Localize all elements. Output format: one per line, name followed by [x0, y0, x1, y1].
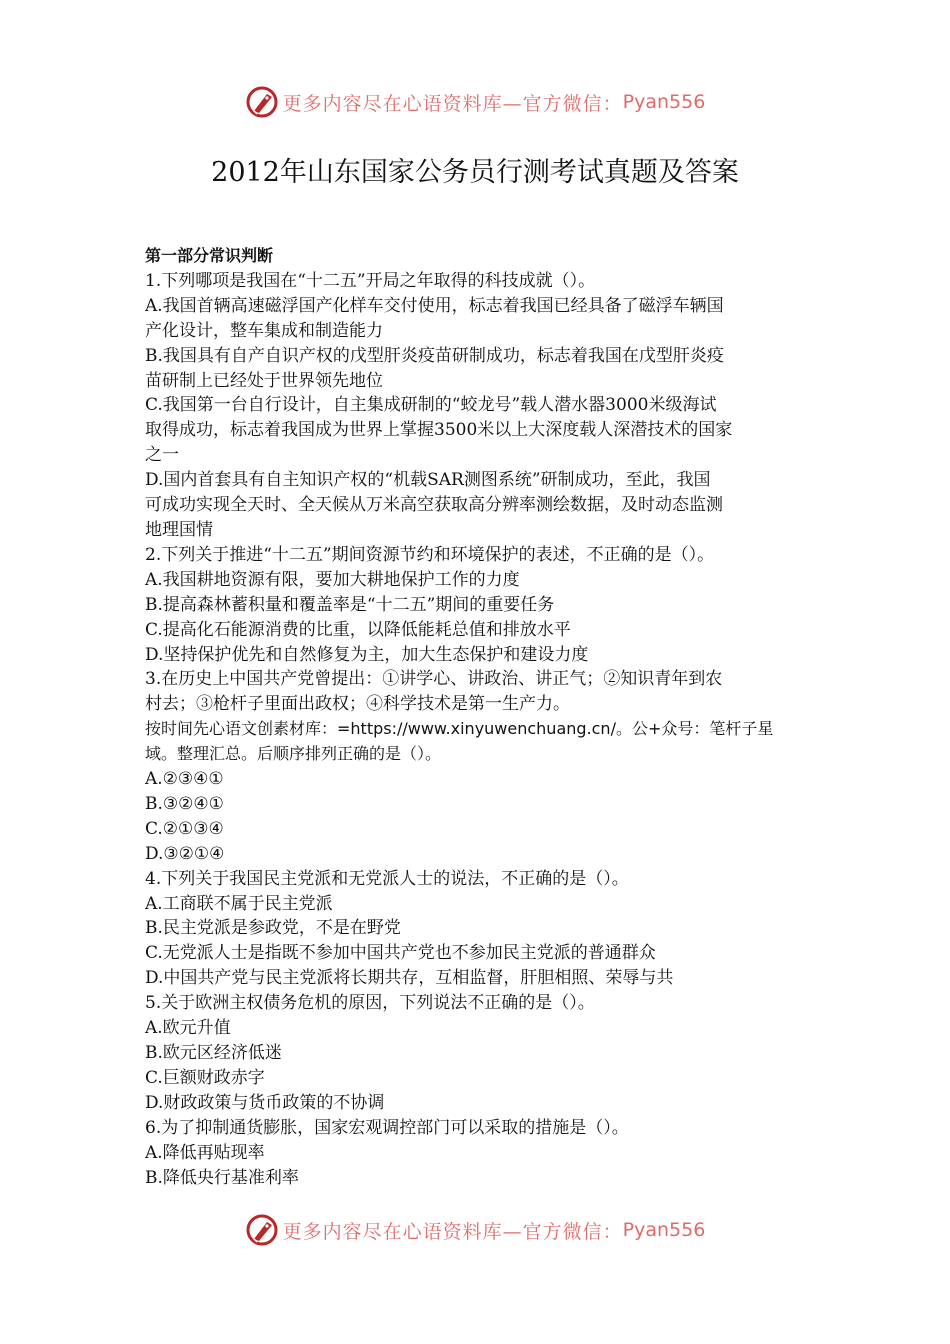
- option-text: A.工商联不属于民主党派: [145, 893, 333, 914]
- option-text: C.②①③④: [145, 818, 224, 839]
- option-text: B.民主党派是参政党，不是在野党: [145, 918, 401, 939]
- option-text: B.欧元区经济低迷: [145, 1043, 282, 1063]
- question-5: 5.关于欧洲主权债务危机的原因，下列说法不正确的是（）。: [145, 993, 595, 1014]
- option-text: 苗研制上已经处于世界领先地位: [145, 370, 383, 391]
- option-text: D.国内首套具有自主知识产权的“机载SAR测图系统”研制成功，至此，我国: [145, 470, 711, 491]
- question-3: 3.在历史上中国共产党曾提出：①讲学心、讲政治、讲正气；②知识青年到农: [145, 669, 723, 690]
- option-text: C.巨额财政赤字: [145, 1067, 265, 1088]
- option-text: B.我国具有自产自识产权的戊型肝炎疫苗研制成功，标志着我国在戊型肝炎疫: [145, 345, 724, 366]
- option-text: D.中国共产党与民主党派将长期共存，互相监督，肝胆相照、荣辱与共: [145, 968, 674, 989]
- question-2: 2.下列关于推进“十二五”期间资源节约和环境保护的表述，不正确的是（）。: [145, 544, 715, 565]
- document-title: 2012年山东国家公务员行测考试真题及答案: [211, 157, 739, 188]
- option-text: A.我国耕地资源有限，要加大耕地保护工作的力度: [145, 569, 520, 590]
- option-text: A.降低再贴现率: [145, 1142, 265, 1163]
- watermark-text: 更多内容尽在心语资料库—官方微信：: [282, 92, 623, 115]
- option-text: D.财政政策与货币政策的不协调: [145, 1092, 385, 1113]
- option-text: B.提高森林蓄积量和覆盖率是“十二五”期间的重要任务: [145, 594, 555, 615]
- watermark-wechat-id: Pyan556: [622, 91, 706, 113]
- footer-watermark: [0, 1210, 950, 1250]
- option-text: 可成功实现全天时、全天候从万米高空获取高分辨率测绘数据，及时动态监测: [145, 495, 723, 516]
- option-text: A.我国首辆高速磁浮国产化样车交付使用，标志着我国已经具备了磁浮车辆国: [145, 295, 724, 316]
- option-text: C.提高化石能源消费的比重，以降低能耗总值和排放水平: [145, 619, 571, 640]
- watermark-wechat-id: Pyan556: [622, 1219, 706, 1241]
- pen-nib-logo-icon: [245, 1213, 279, 1247]
- option-text: 地理国情: [145, 519, 213, 540]
- option-text: 取得成功，标志着我国成为世界上掌握3500米以上大深度载人深潜技术的国家: [145, 420, 733, 441]
- question-text: 村去；③枪杆子里面出政权；④科学技术是第一生产力。: [145, 694, 570, 715]
- question-1: 1.下列哪项是我国在“十二五”开局之年取得的科技成就（）。: [145, 270, 596, 291]
- option-text: B.③②④①: [145, 793, 224, 814]
- watermark-text: 更多内容尽在心语资料库—官方微信：: [282, 1220, 623, 1243]
- pen-nib-logo-icon: [245, 85, 279, 119]
- option-text: 之一: [145, 445, 179, 466]
- option-text: C.无党派人士是指既不参加中国共产党也不参加民主党派的普通群众: [145, 943, 656, 964]
- question-6: 6.为了抑制通货膨胀，国家宏观调控部门可以采取的措施是（）。: [145, 1117, 629, 1138]
- option-text: 产化设计，整车集成和制造能力: [145, 320, 383, 341]
- section-heading: 第一部分常识判断: [145, 246, 274, 265]
- question-text: 域。整理汇总。后顺序排列正确的是（）。: [145, 744, 442, 764]
- question-4: 4.下列关于我国民主党派和无党派人士的说法，不正确的是（）。: [145, 868, 629, 889]
- option-text: A.欧元升值: [145, 1018, 231, 1039]
- question-text: 按时间先心语文创素材库：=https://www.xinyuwenchuang.cn/。公+众号：笔杆子星: [145, 719, 774, 739]
- option-text: D.坚持保护优先和自然修复为主，加大生态保护和建设力度: [145, 644, 589, 665]
- header-watermark: [0, 82, 950, 122]
- option-text: D.③②①④: [145, 843, 225, 864]
- option-text: B.降低央行基准利率: [145, 1167, 299, 1188]
- option-text: A.②③④①: [145, 769, 224, 790]
- document-body: [145, 244, 813, 1190]
- option-text: C.我国第一台自行设计，自主集成研制的“蛟龙号”载人潜水器3000米级海试: [145, 395, 717, 416]
